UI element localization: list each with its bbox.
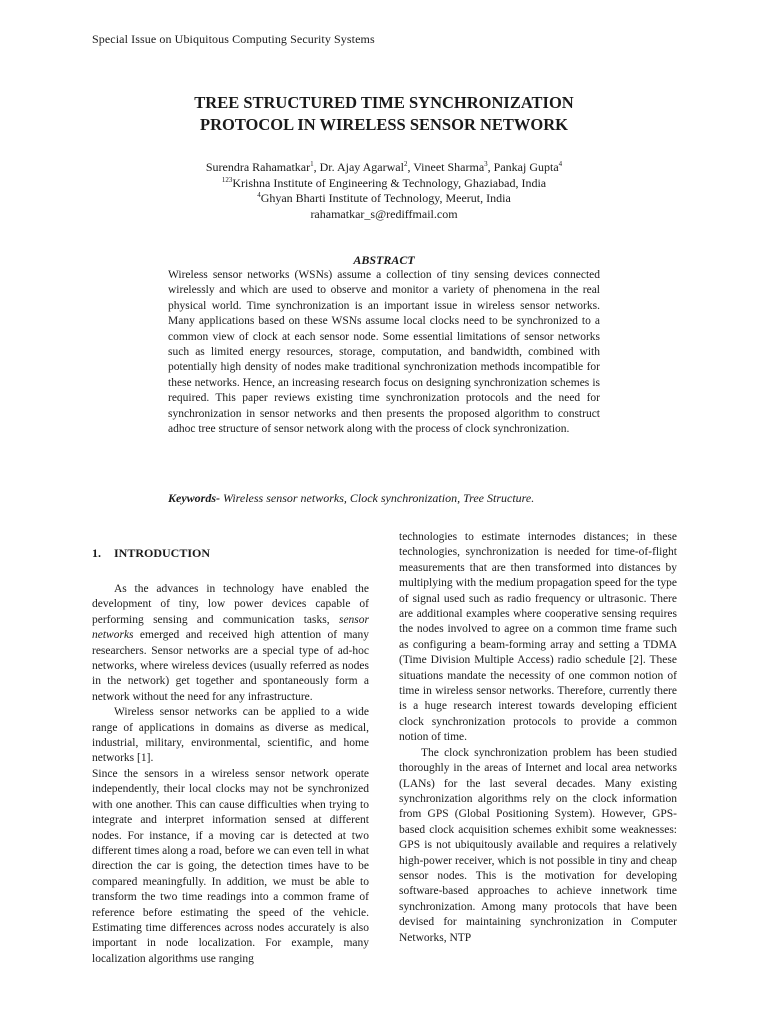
paragraph: [92, 582, 369, 705]
paragraph-text: emerged and received high attention of many researchers. Sensor networks are a special type of ad-hoc networks, where wireless devices (usually referred as nodes in the network) get together and spontaneously form a network without the need for any infrastructure.: [92, 629, 369, 703]
author-3: , Vineet Sharma: [407, 160, 485, 174]
keywords-text: Wireless sensor networks, Clock synchronization, Tree Structure.: [220, 491, 535, 505]
paragraph: technologies to estimate internodes distances; in these technologies, synchronization is needed for time-of-flight measurements that are then transformed into distances by multiplying with the medium propagation speed for the type of signal used such as radio frequency or ultrasonic. There are additional examples where cooperative sensing requires the nodes involved to agree on a common time frame such as configuring a beam-forming array and setting a TDMA (Time Division Multiple Access) radio schedule [2]. These situations mandate the necessity of one common notion of time in wireless sensor networks. Therefore, currently there is a huge research interest towards developing efficient clock synchronization protocols to provide a common notion of time.: [399, 531, 677, 744]
author-names: [120, 160, 648, 176]
keywords-label: Keywords-: [168, 491, 220, 505]
author-4-affiliation-mark: 4: [558, 160, 563, 168]
section-number: 1.: [92, 546, 101, 560]
title-line-2: PROTOCOL IN WIRELESS SENSOR NETWORK: [200, 115, 568, 134]
affiliation-1-text: Krishna Institute of Engineering & Technology, Ghaziabad, India: [232, 175, 547, 190]
paragraph: Wireless sensor networks can be applied to a wide range of applications in domains as diverse as medical, industrial, military, environmental, scientific, and home networks [1].: [92, 706, 369, 765]
paragraph-text: As the advances in technology have enabled the development of tiny, low power devices capable of performing sensing and communication tasks,: [92, 583, 369, 626]
affiliation-2-text: Ghyan Bharti Institute of Technology, Meerut, India: [260, 191, 511, 205]
author-1: Surendra Rahamatkar: [205, 160, 311, 174]
paragraph: Since the sensors in a wireless sensor network operate independently, their local clocks may not be synchronized with one another. This can cause difficulties when trying to integrate and interpret information sensed at different nodes. For instance, if a moving car is detected at two different times along a road, before we can even tell in what direction the car is going, the detection times have to be compared meaningfully. In addition, we must be able to transform the two time readings into a common frame of reference before estimating the speed of the vehicle. Estimating time differences across nodes accurately is also important in node localization. For example, many localization algorithms use ranging: [92, 767, 369, 965]
author-3-affiliation-mark: 3: [484, 160, 488, 168]
section-title: INTRODUCTION: [114, 546, 211, 560]
author-2-affiliation-mark: 2: [403, 160, 408, 168]
author-2: , Dr. Ajay Agarwal: [313, 160, 404, 174]
author-4: , Pankaj Gupta: [487, 160, 559, 174]
right-column: [399, 530, 677, 946]
affiliation-1-mark: 123: [221, 175, 233, 184]
affiliation-2: [120, 191, 648, 207]
author-email: rahamatkar_s@rediffmail.com: [310, 206, 458, 221]
keywords: [168, 490, 600, 506]
abstract-heading: ABSTRACT: [353, 253, 415, 267]
author-1-affiliation-mark: 1: [310, 160, 314, 168]
affiliation-2-mark: 4: [257, 191, 261, 199]
paper-title: [100, 92, 668, 136]
left-column: [92, 582, 369, 967]
emphasis-text: sensor networks: [92, 613, 369, 642]
abstract-body: Wireless sensor networks (WSNs) assume a collection of tiny sensing devices connected wirelessly and which are used to observe and monitor a variety of phenomena in the real physical world. Time synchronization is an important issue in wireless sensor networks. Many applications based on these WSNs assume local clocks need to be synchronized to a common view of clock at each sensor node. Some essential limitations of sensor networks such as limited energy resources, storage, computation, and bandwidth, combined with potentially high density of nodes make traditional synchronization methods incompatible for these networks. Hence, an increasing research focus on designing synchronization schemes is required. This paper reviews existing time synchronization protocols and the need for synchronization in sensor networks and then presents the proposed algorithm to construct adhoc tree structure of sensor network along with the process of clock synchronization.: [168, 269, 600, 436]
author-block: [120, 160, 648, 222]
section-heading-introduction: [92, 546, 210, 561]
affiliation-1: [120, 176, 648, 192]
journal-header: Special Issue on Ubiquitous Computing Security Systems: [92, 32, 375, 46]
paragraph: The clock synchronization problem has been studied thoroughly in the areas of Internet and local area networks (LANs) for the last several decades. Many existing synchronization algorithms rely on the clock information from GPS (Global Positioning System). However, GPS-based clock acquisition schemes exhibit some weaknesses: GPS is not ubiquitously available and requires a relatively high-power receiver, which is not possible in tiny and cheap sensor nodes. This is the motivation for developing software-based approaches to achieve innetwork time synchronization. Among many protocols that have been devised for maintaining synchronization in Computer Networks, NTP: [399, 746, 677, 944]
title-line-1: TREE STRUCTURED TIME SYNCHRONIZATION: [194, 93, 574, 112]
